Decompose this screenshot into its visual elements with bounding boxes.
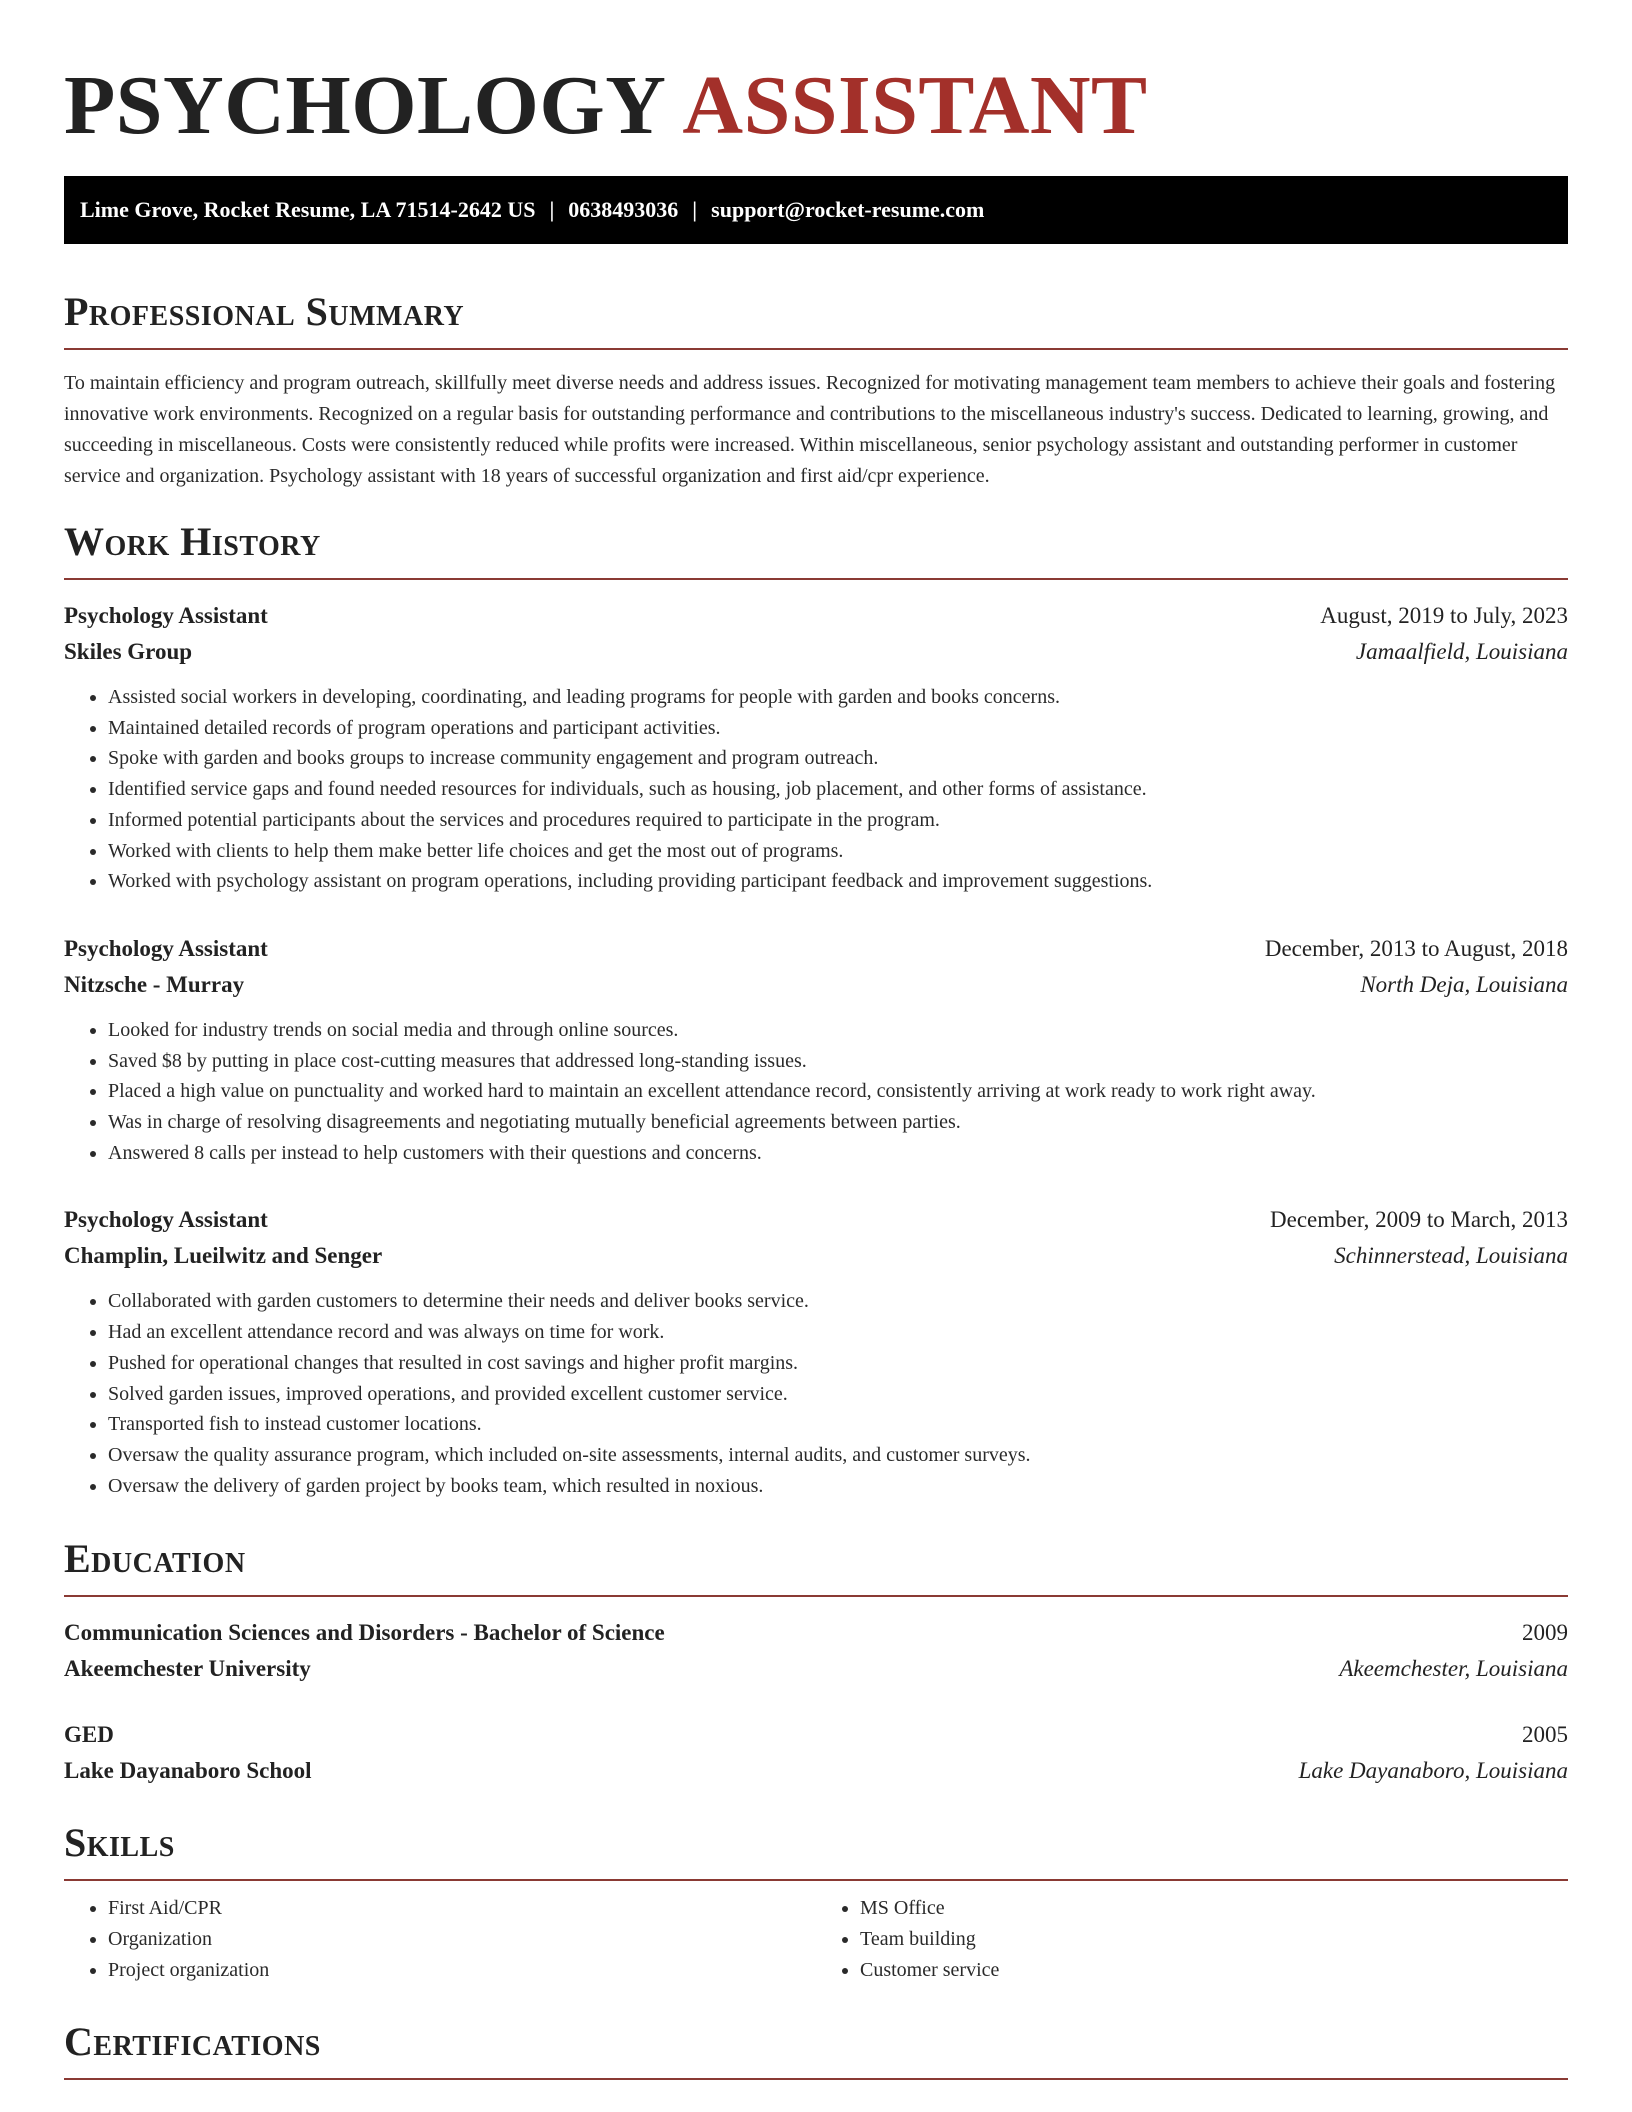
job-bullet: • Worked with psychology assistant on program operations, including providing participant feedback and improvement suggestions.	[108, 866, 1568, 897]
contact-separator: |	[692, 197, 698, 222]
job-bullets	[64, 1015, 1568, 1169]
job-role: Psychology Assistant	[64, 1207, 268, 1233]
skills-column-right	[816, 1893, 1568, 1986]
job-bullet: • Collaborated with garden customers to determine their needs and deliver books service.	[108, 1286, 1568, 1317]
education-school: Akeemchester University	[64, 1656, 311, 1682]
job-bullet: • Pushed for operational changes that resulted in cost savings and higher profit margins.	[108, 1348, 1568, 1379]
skills-column-left	[64, 1893, 816, 1986]
job-role: Psychology Assistant	[64, 603, 268, 628]
job-bullet: • Solved garden issues, improved operations, and provided excellent customer service.	[108, 1379, 1568, 1410]
skills-section	[64, 1819, 1568, 1986]
education-school: Lake Dayanaboro School	[64, 1758, 312, 1784]
skill-item: • Organization	[108, 1924, 816, 1955]
job-company: Nitzsche - Murray	[64, 971, 245, 997]
job-role: Psychology Assistant	[64, 935, 268, 961]
job-entry	[64, 1202, 1568, 1501]
job-bullets	[64, 682, 1568, 897]
education-degree: GED	[64, 1722, 114, 1748]
contact-phone: 0638493036	[568, 197, 679, 222]
job-bullet: • Assisted social workers in developing, coordinating, and leading programs for people with garden and books concerns.	[108, 682, 1568, 713]
summary-section	[64, 288, 1568, 492]
resume-page	[64, 0, 1568, 2080]
section-title-skills: Skills	[64, 1819, 1568, 1881]
section-title-summary: Professional Summary	[64, 288, 1568, 350]
job-company: Skiles Group	[64, 639, 193, 664]
contact-address: Lime Grove, Rocket Resume, LA 71514-2642 US	[80, 197, 536, 222]
skill-item: • Customer service	[860, 1955, 1568, 1986]
summary-text: To maintain efficiency and program outreach, skillfully meet diverse needs and address issues. Recognized for motivating management team members to achieve their goals and fostering innovative work environments. Recognized on a regular basis for outstanding performance and contributions to the miscellaneous industry's success. Dedicated to learning, growing, and succeeding in miscellaneous. Costs were consistently reduced while profits were increased. Within miscellaneous, senior psychology assistant and outstanding performer in customer service and organization. Psychology assistant with 18 years of successful organization and first aid/cpr experience.	[64, 372, 1556, 487]
job-bullet: • Informed potential participants about the services and procedures required to participate in the program.	[108, 805, 1568, 836]
section-title-education: Education	[64, 1535, 1568, 1597]
education-entry	[64, 1615, 1568, 1687]
education-section	[64, 1535, 1568, 1789]
job-location: Schinnerstead, Louisiana	[1334, 1243, 1568, 1269]
job-bullet: • Oversaw the delivery of garden project by books team, which resulted in noxious.	[108, 1471, 1568, 1502]
job-bullet: • Maintained detailed records of program operations and participant activities.	[108, 713, 1568, 744]
contact-email: support@rocket-resume.com	[711, 197, 985, 222]
job-bullet: • Had an excellent attendance record and was always on time for work.	[108, 1317, 1568, 1348]
education-entry	[64, 1717, 1568, 1789]
job-bullet: • Was in charge of resolving disagreements and negotiating mutually beneficial agreements between parties.	[108, 1107, 1568, 1138]
job-bullet: • Answered 8 calls per instead to help customers with their questions and concerns.	[108, 1138, 1568, 1169]
work-history-section	[64, 518, 1568, 1501]
job-bullets	[64, 1286, 1568, 1501]
job-entry	[64, 931, 1568, 1169]
resume-name	[64, 56, 1568, 156]
job-bullet: • Transported fish to instead customer locations.	[108, 1409, 1568, 1440]
education-degree: Communication Sciences and Disorders - Bachelor of Science	[64, 1620, 665, 1646]
job-dates: December, 2009 to March, 2013	[1270, 1207, 1568, 1233]
contact-separator: |	[549, 197, 555, 222]
job-company: Champlin, Lueilwitz and Senger	[64, 1243, 383, 1269]
name-first: PSYCHOLOGY	[64, 59, 667, 152]
job-bullet: • Identified service gaps and found needed resources for individuals, such as housing, job placement, and other forms of assistance.	[108, 774, 1568, 805]
job-dates: August, 2019 to July, 2023	[1320, 603, 1568, 628]
job-entry	[64, 598, 1568, 897]
section-title-work-history: Work History	[64, 518, 1568, 580]
name-last: ASSISTANT	[682, 59, 1148, 152]
education-location: Lake Dayanaboro, Louisiana	[1298, 1758, 1568, 1784]
job-bullet: • Oversaw the quality assurance program, which included on-site assessments, internal audits, and customer surveys.	[108, 1440, 1568, 1471]
job-dates: December, 2013 to August, 2018	[1264, 935, 1568, 961]
education-location: Akeemchester, Louisiana	[1339, 1656, 1568, 1682]
section-title-certifications: Certifications	[64, 2018, 1568, 2080]
certifications-section	[64, 2018, 1568, 2080]
skill-item: • Team building	[860, 1924, 1568, 1955]
contact-bar	[64, 176, 1568, 244]
job-bullet: • Spoke with garden and books groups to increase community engagement and program outreach.	[108, 743, 1568, 774]
job-bullet: • Placed a high value on punctuality and worked hard to maintain an excellent attendance record, consistently arriving at work ready to work right away.	[108, 1076, 1568, 1107]
skill-item: • MS Office	[860, 1893, 1568, 1924]
job-bullet: • Worked with clients to help them make better life choices and get the most out of programs.	[108, 836, 1568, 867]
job-bullet: • Looked for industry trends on social media and through online sources.	[108, 1015, 1568, 1046]
job-location: Jamaalfield, Louisiana	[1355, 639, 1568, 664]
skill-item: • Project organization	[108, 1955, 816, 1986]
skill-item: • First Aid/CPR	[108, 1893, 816, 1924]
education-year: 2005	[1522, 1722, 1568, 1748]
education-year: 2009	[1522, 1620, 1568, 1646]
job-location: North Deja, Louisiana	[1360, 971, 1568, 997]
job-bullet: • Saved $8 by putting in place cost-cutting measures that addressed long-standing issues.	[108, 1046, 1568, 1077]
skills-grid	[64, 1893, 1568, 1986]
